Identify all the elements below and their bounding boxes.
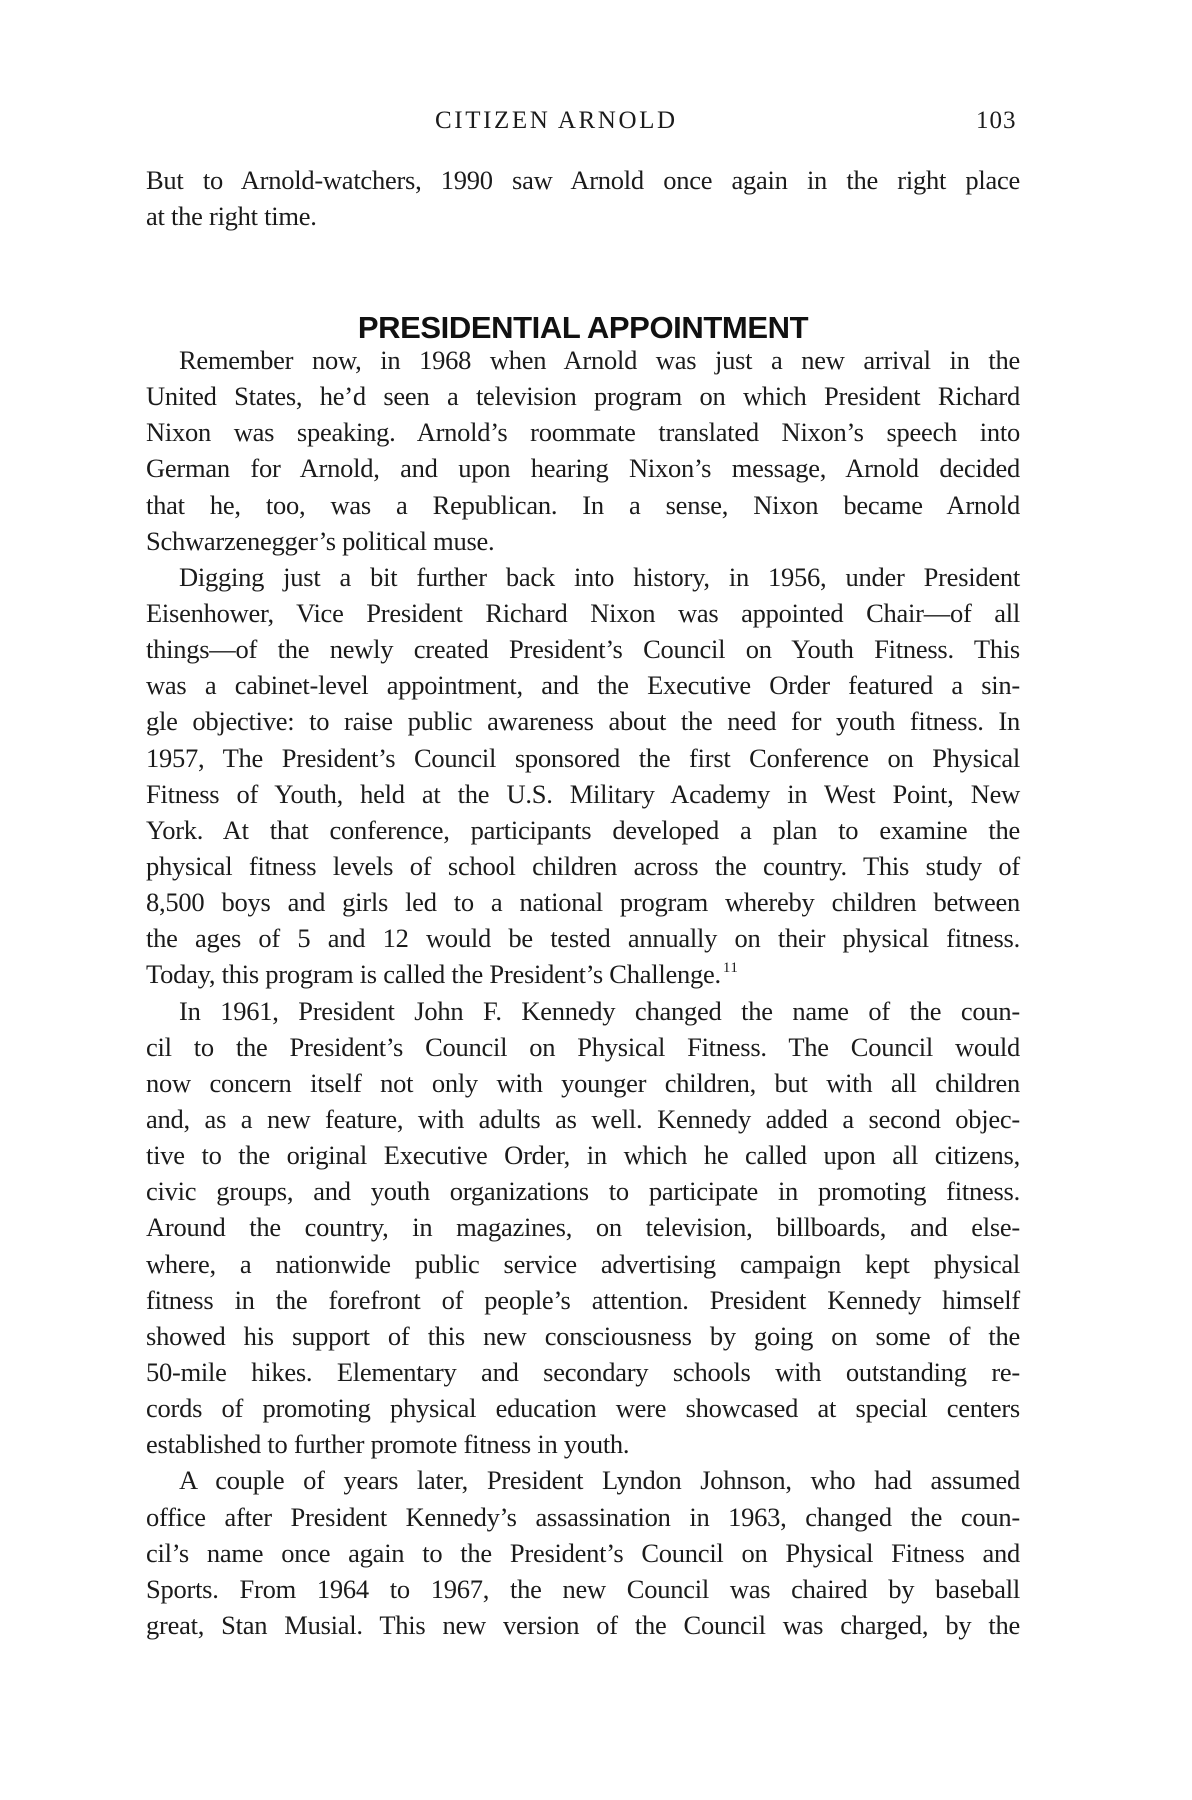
text-line: Digging just a bit further back into history, in 1956, under President [179, 561, 1020, 592]
text-line: showed his support of this new consciousness by going on some of the [146, 1320, 1020, 1351]
section-heading: PRESIDENTIAL APPOINTMENT [357, 309, 809, 345]
text-line: where, a nationwide public service advertising campaign kept physical [146, 1248, 1020, 1279]
text-line: United States, he’d seen a television program on which President Richard [146, 381, 1020, 412]
text-line: great, Stan Musial. This new version of the Council was charged, by the [146, 1609, 1020, 1640]
text-line: Today, this program is called the President’s Challenge. [146, 959, 721, 990]
text-line: 1957, The President’s Council sponsored the first Conference on Physical [146, 742, 1020, 773]
text-line: established to further promote fitness in youth. [146, 1429, 630, 1460]
text-line: In 1961, President John F. Kennedy changed the name of the coun- [179, 995, 1020, 1026]
text-line: things—of the newly created President’s Council on Youth Fitness. This [146, 634, 1020, 665]
section-body [146, 342, 1020, 1643]
text-line: was a cabinet-level appointment, and the Executive Order featured a sin- [146, 670, 1020, 701]
text-line: physical fitness levels of school children across the country. This study of [146, 850, 1020, 881]
text-line: Fitness of Youth, held at the U.S. Military Academy in West Point, New [146, 778, 1020, 809]
text-line: A couple of years later, President Lyndon Johnson, who had assumed [179, 1465, 1020, 1496]
text-line: Sports. From 1964 to 1967, the new Council was chaired by baseball [146, 1573, 1020, 1604]
text-line: tive to the original Executive Order, in which he called upon all citizens, [146, 1140, 1020, 1171]
text-line: gle objective: to raise public awareness about the need for youth fitness. In [146, 706, 1020, 737]
text-line: Remember now, in 1968 when Arnold was just a new arrival in the [179, 345, 1020, 375]
text-line: civic groups, and youth organizations to participate in promoting fitness. [146, 1176, 1020, 1207]
text-line: Around the country, in magazines, on television, billboards, and else- [146, 1212, 1020, 1243]
text-line: 50-mile hikes. Elementary and secondary schools with outstanding re- [146, 1356, 1020, 1387]
text-line: and, as a new feature, with adults as well. Kennedy added a second objec- [146, 1103, 1020, 1134]
text-line: cords of promoting physical education were showcased at special centers [146, 1393, 1020, 1424]
text-line: York. At that conference, participants developed a plan to examine the [146, 814, 1020, 845]
text-line: office after President Kennedy’s assassination in 1963, changed the coun- [146, 1501, 1020, 1532]
text-line: But to Arnold-watchers, 1990 saw Arnold once again in the right place [146, 165, 1020, 195]
text-line: that he, too, was a Republican. In a sense, Nixon became Arnold [146, 489, 1020, 520]
text-line: fitness in the forefront of people’s attention. President Kennedy himself [146, 1284, 1020, 1315]
text-line-with-footnote [146, 956, 1020, 992]
text-line: Schwarzenegger’s political muse. [146, 525, 495, 556]
text-line: cil to the President’s Council on Physical Fitness. The Council would [146, 1031, 1020, 1062]
running-head-title: CITIZEN ARNOLD [435, 107, 678, 134]
text-line: Eisenhower, Vice President Richard Nixon was appointed Chair—of all [146, 597, 1020, 628]
text-line: at the right time. [146, 201, 317, 232]
text-line: Nixon was speaking. Arnold’s roommate translated Nixon’s speech into [146, 417, 1020, 448]
text-line: cil’s name once again to the President’s Council on Physical Fitness and [146, 1537, 1020, 1568]
text-line: German for Arnold, and upon hearing Nixon’s message, Arnold decided [146, 453, 1020, 484]
text-line: now concern itself not only with younger children, but with all children [146, 1067, 1020, 1098]
paragraph-4 [146, 1462, 1020, 1643]
text-line: the ages of 5 and 12 would be tested annually on their physical fitness. [146, 923, 1020, 954]
footnote-reference[interactable]: 11 [722, 960, 739, 977]
intro-paragraph [146, 162, 1020, 234]
paragraph-1 [146, 342, 1020, 559]
text-line: 8,500 boys and girls led to a national program whereby children between [146, 887, 1020, 918]
page-number: 103 [976, 107, 1017, 134]
paragraph-2 [146, 559, 1020, 993]
paragraph-3 [146, 993, 1020, 1463]
running-head [0, 104, 1192, 138]
